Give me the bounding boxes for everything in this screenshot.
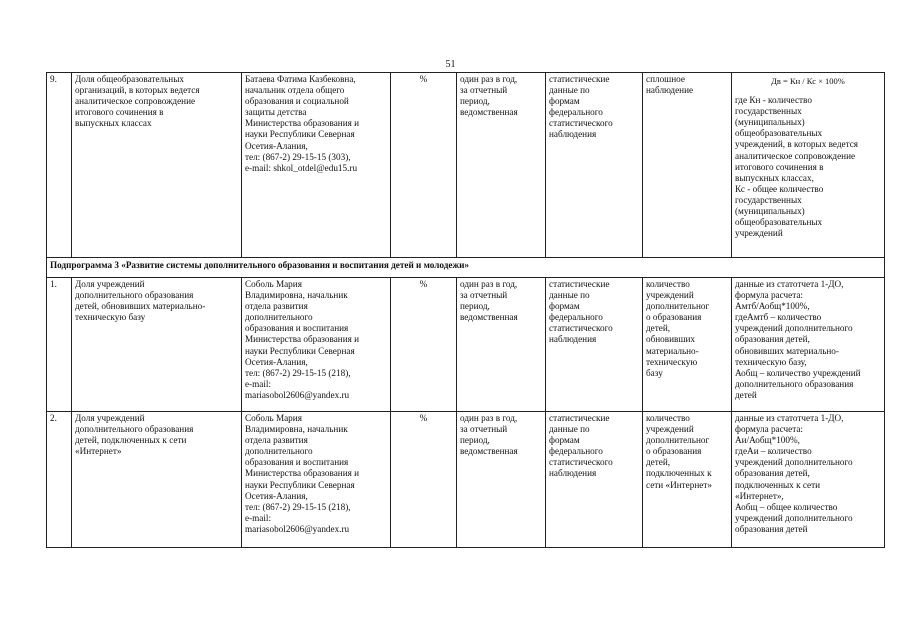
text-line: образования детей bbox=[735, 523, 808, 534]
text-line: сплошное bbox=[646, 74, 685, 84]
text-line: науки Республики Северная bbox=[245, 479, 355, 490]
text-line: за отчетный bbox=[460, 290, 508, 301]
text-line: базу bbox=[646, 367, 663, 378]
text-line: количество bbox=[646, 413, 690, 423]
text-line: науки Республики Северная bbox=[245, 345, 355, 356]
text-line: учреждений bbox=[646, 290, 694, 301]
text-line: о образования bbox=[646, 312, 702, 323]
text-line: учреждений дополнительного bbox=[735, 457, 853, 468]
text-line: «Интернет», bbox=[735, 490, 784, 501]
text-line: Соболь Мария bbox=[245, 279, 302, 289]
unit-cell: % bbox=[391, 412, 457, 548]
formula-cell bbox=[732, 73, 885, 258]
text-line: дополнительного образования bbox=[75, 424, 194, 435]
text-line: период, bbox=[460, 301, 490, 312]
responsible-person bbox=[242, 412, 391, 548]
text-line: формам bbox=[549, 435, 580, 446]
text-line: Доля учреждений bbox=[75, 279, 145, 289]
text-line: тел: (867-2) 29-15-15 (303), bbox=[245, 151, 351, 162]
text-line: e-mail: shkol_otdel@edu15.ru bbox=[245, 162, 358, 173]
row-number: 1. bbox=[47, 278, 72, 412]
text-line: Владимировна, начальник bbox=[245, 424, 348, 435]
text-line: Министерства образования и bbox=[245, 334, 360, 345]
text-line: Министерства образования и bbox=[245, 118, 360, 129]
subprogram-title: Подпрограмма 3 «Развитие системы дополнительного образования и воспитания детей и молодежи» bbox=[47, 258, 885, 278]
frequency-cell bbox=[457, 278, 546, 412]
text-line: о образования bbox=[646, 446, 702, 457]
text-line: Аобщ – общее количество bbox=[735, 501, 838, 512]
text-line: детей, обновивших материально- bbox=[75, 301, 206, 312]
text-line: аналитическое сопровождение bbox=[735, 150, 856, 161]
indicator-name bbox=[72, 412, 242, 548]
text-line: Осетия-Алания, bbox=[245, 140, 308, 151]
text-line: детей, bbox=[646, 323, 671, 334]
text-line: Доля общеобразовательных bbox=[75, 74, 184, 84]
text-line: федерального bbox=[549, 446, 603, 457]
unit-cell: % bbox=[391, 278, 457, 412]
text-line: дополнительного образования bbox=[735, 378, 854, 389]
text-line: науки Республики Северная bbox=[245, 129, 355, 140]
text-line: ведомственная bbox=[460, 107, 518, 118]
text-line: тел: (867-2) 29-15-15 (218), bbox=[245, 367, 351, 378]
indicator-name bbox=[72, 73, 242, 258]
text-line: Соболь Мария bbox=[245, 413, 302, 423]
text-line: учреждений bbox=[735, 228, 783, 239]
table-row bbox=[47, 278, 885, 412]
text-line: отдела развития bbox=[245, 301, 308, 312]
text-line: за отчетный bbox=[460, 85, 508, 96]
text-line: e-mail: bbox=[245, 512, 272, 523]
row-number: 9. bbox=[47, 73, 72, 258]
text-line: ведомственная bbox=[460, 446, 518, 457]
text-line: детей bbox=[735, 389, 757, 400]
text-line: гдеАмтб – количество bbox=[735, 312, 822, 323]
text-line: образования детей, bbox=[735, 468, 810, 479]
text-line: дополнительног bbox=[646, 435, 710, 446]
text-line: техническую базу, bbox=[735, 356, 807, 367]
text-line: дополнительного bbox=[245, 446, 313, 457]
text-line: Доля учреждений bbox=[75, 413, 145, 423]
text-line: ведомственная bbox=[460, 312, 518, 323]
text-line: период, bbox=[460, 435, 490, 446]
table-row bbox=[47, 73, 885, 258]
formula-cell bbox=[732, 278, 885, 412]
method-cell bbox=[643, 412, 732, 548]
text-line: Амтб/Аобщ*100%, bbox=[735, 301, 810, 312]
text-line: Осетия-Алания, bbox=[245, 490, 308, 501]
text-line: наблюдение bbox=[646, 85, 694, 96]
text-line: итогового сочинения в bbox=[75, 107, 164, 118]
source-cell bbox=[546, 278, 643, 412]
text-line: данные из статотчета 1-ДО, bbox=[735, 279, 844, 289]
text-line: формам bbox=[549, 96, 580, 107]
text-line: сети «Интернет» bbox=[646, 479, 712, 490]
text-line: материально- bbox=[646, 345, 699, 356]
text-line: образования и воспитания bbox=[245, 457, 349, 468]
text-line: статистического bbox=[549, 118, 613, 129]
text-line: e-mail: bbox=[245, 378, 272, 389]
text-line: один раз в год, bbox=[460, 279, 518, 289]
responsible-person bbox=[242, 278, 391, 412]
text-line: учреждений, в которых ведется bbox=[735, 139, 859, 150]
source-cell bbox=[546, 412, 643, 548]
text-line: статистические bbox=[549, 74, 610, 84]
text-line: итогового сочинения в bbox=[735, 161, 824, 172]
text-line: дополнительного bbox=[245, 312, 313, 323]
text-line: mariasobol2606@yandex.ru bbox=[245, 523, 350, 534]
text-line: данные из статотчета 1-ДО, bbox=[735, 413, 844, 423]
text-line: один раз в год, bbox=[460, 74, 518, 84]
text-line: техническую bbox=[646, 356, 698, 367]
text-line: формула расчета: bbox=[735, 424, 803, 435]
method-cell bbox=[643, 278, 732, 412]
formula-expression: Дв = Кн / Кс × 100% bbox=[771, 76, 845, 86]
responsible-person bbox=[242, 73, 391, 258]
text-line: данные по bbox=[549, 424, 590, 435]
text-line: защиты детства bbox=[245, 107, 307, 118]
text-line: образования детей, bbox=[735, 334, 810, 345]
text-line: данные по bbox=[549, 290, 590, 301]
text-line: Аобщ – количество учреждений bbox=[735, 367, 861, 378]
text-line: федерального bbox=[549, 107, 603, 118]
source-cell bbox=[546, 73, 643, 258]
text-line: Министерства образования и bbox=[245, 468, 360, 479]
method-cell bbox=[643, 73, 732, 258]
text-line: учреждений bbox=[646, 424, 694, 435]
text-line: формула расчета: bbox=[735, 290, 803, 301]
text-line: отдела развития bbox=[245, 435, 308, 446]
indicator-name bbox=[72, 278, 242, 412]
text-line: образования и воспитания bbox=[245, 323, 349, 334]
text-line: общеобразовательных bbox=[735, 128, 823, 139]
text-line: государственных bbox=[735, 106, 802, 117]
text-line: mariasobol2606@yandex.ru bbox=[245, 389, 350, 400]
text-line: Осетия-Алания, bbox=[245, 356, 308, 367]
text-line: статистические bbox=[549, 279, 610, 289]
text-line: наблюдения bbox=[549, 468, 597, 479]
text-line: детей, подключенных к сети bbox=[75, 435, 187, 446]
text-line: где Кн - количество bbox=[735, 95, 812, 106]
text-line: гдеАи – количество bbox=[735, 446, 812, 457]
text-line: количество bbox=[646, 279, 690, 289]
text-line: обновивших материально- bbox=[735, 345, 839, 356]
text-line: техническую базу bbox=[75, 312, 146, 323]
text-line: один раз в год, bbox=[460, 413, 518, 423]
text-line: наблюдения bbox=[549, 334, 597, 345]
text-line: Батаева Фатима Казбековна, bbox=[245, 74, 356, 84]
text-line: государственных bbox=[735, 194, 802, 205]
text-line: детей, bbox=[646, 457, 671, 468]
text-line: наблюдения bbox=[549, 129, 597, 140]
text-line: (муниципальных) bbox=[735, 206, 805, 217]
text-line: начальник отдела общего bbox=[245, 85, 345, 96]
text-line: (муниципальных) bbox=[735, 117, 805, 128]
text-line: данные по bbox=[549, 85, 590, 96]
text-line: дополнительног bbox=[646, 301, 710, 312]
frequency-cell bbox=[457, 412, 546, 548]
text-line: за отчетный bbox=[460, 424, 508, 435]
text-line: выпускных классах bbox=[75, 118, 152, 129]
text-line: организаций, в которых ведется bbox=[75, 85, 200, 96]
text-line: федерального bbox=[549, 312, 603, 323]
frequency-cell bbox=[457, 73, 546, 258]
table-row bbox=[47, 412, 885, 548]
text-line: учреждений дополнительного bbox=[735, 512, 853, 523]
text-line: общеобразовательных bbox=[735, 217, 823, 228]
text-line: тел: (867-2) 29-15-15 (218), bbox=[245, 501, 351, 512]
indicators-table bbox=[46, 72, 885, 548]
text-line: статистические bbox=[549, 413, 610, 423]
text-line: дополнительного образования bbox=[75, 290, 194, 301]
text-line: подключенных к bbox=[646, 468, 712, 479]
text-line: статистического bbox=[549, 457, 613, 468]
unit-cell: % bbox=[391, 73, 457, 258]
text-line: образования и социальной bbox=[245, 96, 349, 107]
text-line: обновивших bbox=[646, 334, 695, 345]
page-number: 51 bbox=[445, 59, 456, 70]
text-line: учреждений дополнительного bbox=[735, 323, 853, 334]
subprogram-header-row bbox=[47, 258, 885, 278]
formula-cell bbox=[732, 412, 885, 548]
text-line: аналитическое сопровождение bbox=[75, 96, 196, 107]
row-number: 2. bbox=[47, 412, 72, 548]
text-line: формам bbox=[549, 301, 580, 312]
text-line: Кс - общее количество bbox=[735, 183, 824, 194]
text-line: выпускных классах, bbox=[735, 172, 814, 183]
text-line: «Интернет» bbox=[75, 446, 122, 457]
text-line: статистического bbox=[549, 323, 613, 334]
text-line: подключенных к сети bbox=[735, 479, 821, 490]
text-line: Аи/Аобщ*100%, bbox=[735, 435, 800, 446]
text-line: период, bbox=[460, 96, 490, 107]
text-line: Владимировна, начальник bbox=[245, 290, 348, 301]
